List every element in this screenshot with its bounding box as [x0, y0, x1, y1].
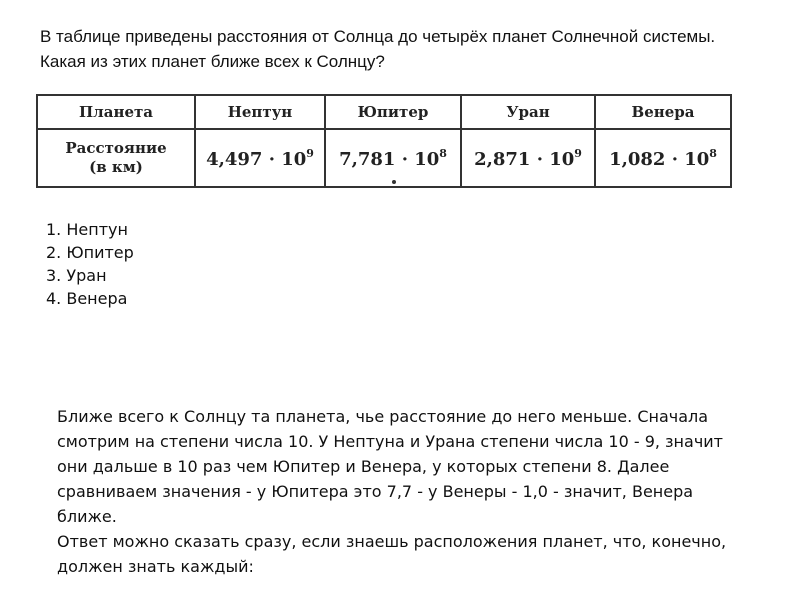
table-header-jupiter: Юпитер — [325, 95, 461, 129]
distance-uranus-mantissa: 2,871 · 10 — [474, 148, 575, 170]
table-header-planet: Планета — [37, 95, 195, 129]
question-text: В таблице приведены расстояния от Солнца до четырёх планет Солнечной системы. Какая из этих планет ближе всех к Солнцу? — [40, 27, 716, 71]
distance-jupiter-exponent: 8 — [439, 146, 447, 160]
distance-venus-mantissa: 1,082 · 10 — [609, 148, 710, 170]
explanation-block — [57, 404, 757, 579]
distance-neptune — [195, 129, 325, 187]
table-header-uranus: Уран — [461, 95, 595, 129]
distance-neptune-exponent: 9 — [306, 146, 314, 160]
stray-dot-mark — [392, 180, 396, 184]
explanation-conclusion: Ответ можно сказать сразу, если знаешь расположения планет, что, конечно, должен знать каждый: — [57, 532, 727, 576]
row-label — [37, 129, 195, 187]
distance-uranus-exponent: 9 — [574, 146, 582, 160]
distance-venus-exponent: 8 — [709, 146, 717, 160]
distance-venus — [595, 129, 731, 187]
distance-table — [36, 94, 732, 188]
option-neptune[interactable]: 1. Нептун — [46, 220, 128, 239]
explanation-paragraph: Ближе всего к Солнцу та планета, чье расстояние до него меньше. Сначала смотрим на степени числа 10. У Нептуна и Урана степени числа 10 - 9, значит они дальше в 10 раз чем Юпитер и Венера, у которых степени 8. Далее сравниваем значения - у Юпитера это 7,7 - у Венеры - 1,0 - значит, Венера ближе. — [57, 407, 723, 526]
option-uranus[interactable]: 3. Уран — [46, 266, 107, 285]
table-header-neptune: Нептун — [195, 95, 325, 129]
option-venus[interactable]: 4. Венера — [46, 289, 128, 308]
table-row — [37, 129, 731, 187]
distance-uranus — [461, 129, 595, 187]
answer-options — [46, 218, 134, 310]
distance-jupiter-mantissa: 7,781 · 10 — [339, 148, 440, 170]
row-label-line1: Расстояние — [65, 139, 167, 157]
option-jupiter[interactable]: 2. Юпитер — [46, 243, 134, 262]
distance-neptune-mantissa: 4,497 · 10 — [206, 148, 307, 170]
table-header-venus: Венера — [595, 95, 731, 129]
row-label-line2: (в км) — [89, 158, 143, 176]
distance-jupiter — [325, 129, 461, 187]
table-header-row — [37, 95, 731, 129]
